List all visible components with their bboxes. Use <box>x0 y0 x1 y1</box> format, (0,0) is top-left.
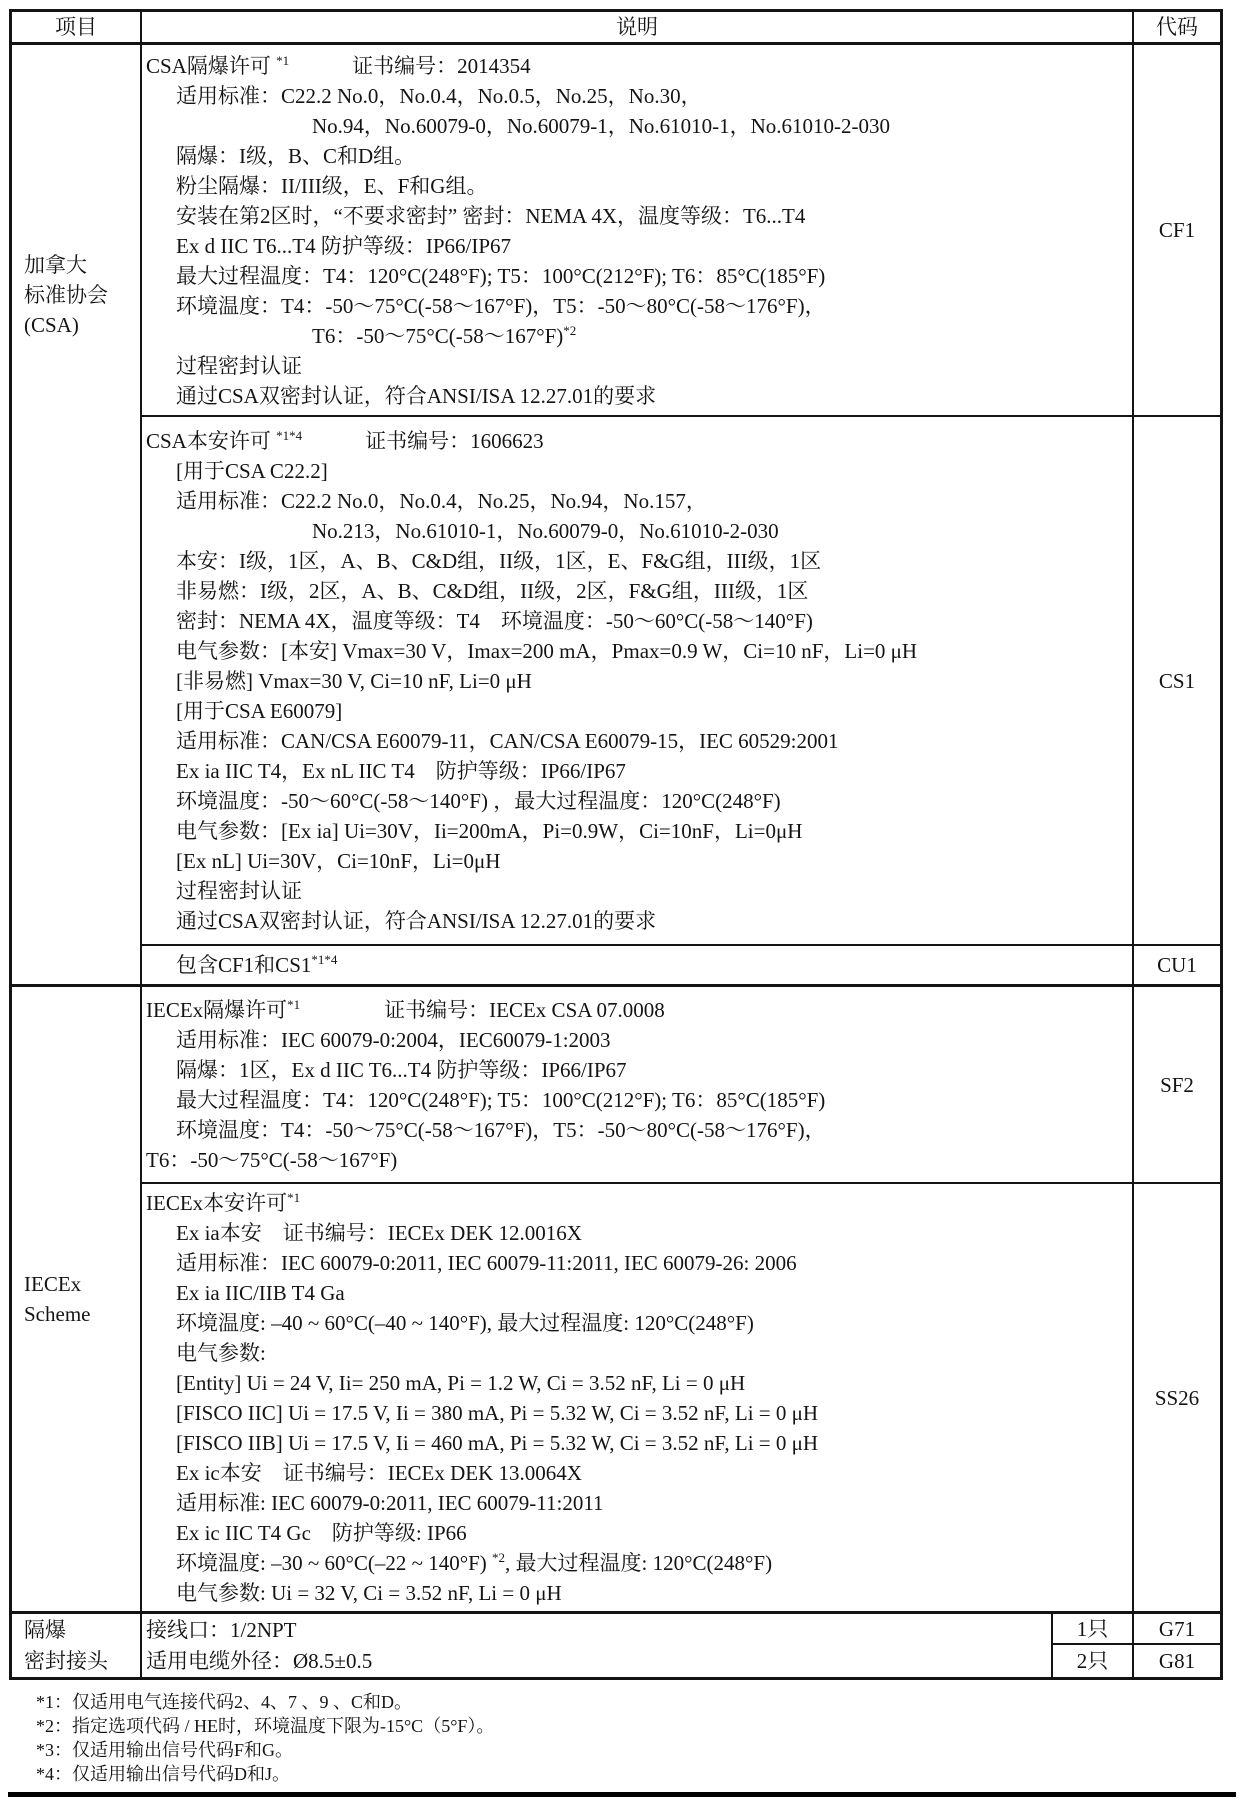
item-cell-iecex: IECEx Scheme <box>12 987 142 1614</box>
footnotes: *1：仅适用电气连接代码2、4、7 、9 、C和D。 *2：指定选项代码 / HE时，环境温度下限为-15°C（5°F）。 *3：仅适用输出信号代码F和G。 *4：仅适用输出信号代码D和J。 <box>36 1692 495 1784</box>
qty-cell-g71: 1只 <box>1053 1614 1134 1645</box>
certification-spec-table <box>9 9 1223 1680</box>
code-cell-cu1: CU1 <box>1134 946 1220 987</box>
code-cell-g71: G71 <box>1134 1614 1220 1645</box>
code-cell-g81: G81 <box>1158 1649 1196 1673</box>
header-item: 项目 <box>12 12 142 45</box>
desc-cell-cu1: 包含CF1和$CS1^{*1*4}$ <box>142 946 1134 987</box>
item-cell-seal-fitting: 隔爆 密封接头 <box>12 1614 142 1677</box>
desc-cell-ss26: IECEx本安许可$^{*1}$ Ex ia本安 证书编号：IECEx DEK 12.0016X 适用标准：IEC 60079-0:2011, IEC 60079-11:2011, IEC 60079-26: 2006 Ex ia IIC/IIB T4 Ga 环境温度: –40 ~ 60°C(–40 ~ 140°F), 最大过程温度: 120°C(248°F) 电气参数: [Entity] Ui = 24 V, Ii= 250 mA, Pi = 1.2 W, Ci = 3.52 nF, Li = 0 μH [FISCO IIC] Ui = 17.5 V, Ii = 380 mA, Pi = 5.32 W, Ci = 3.52 nF, Li = 0 μH [FISCO IIB] Ui = 17.5 V, Ii = 460 mA, Pi = 5.32 W, Ci = 3.52 nF, Li = 0 μH Ex ic本安 证书编号：IECEx DEK 13.0064X 适用标准: IEC 60079-0:2011, IEC 60079-11:2011 Ex ic IIC T4 Gc 防护等级: IP66 环境温度: –30 ~ 60°C(–22 ~ 140°F) $^{*2}$, 最大过程温度: 120°C(248°F) 电气参数: Ui = 32 V, Ci = 3.52 nF, Li = 0 μH <box>142 1184 1134 1614</box>
item-cell-csa: 加拿大 标准协会 (CSA) <box>12 45 142 987</box>
code-cell-cf1: CF1 <box>1134 45 1220 417</box>
header-code: 代码 <box>1134 12 1220 45</box>
desc-cell-sf2: IECEx隔爆许可$^{*1}$ 证书编号：IECEx CSA 07.0008 适用标准：IEC 60079-0:2004，IEC60079-1:2003 隔爆：1区，Ex d IIC T6...T4 防护等级：IP66/IP67 最大过程温度：T4：120°C(248°F); T5：100°C(212°F); T6：85°C(185°F) 环境温度：T4：-50～75°C(-58～167°F)，T5：-50～80°C(-58～176°F)， T6：-50～75°C(-58～167°F) <box>142 987 1134 1184</box>
desc-cell-seal-fitting: 接线口：1/2NPT 适用电缆外径：Ø8.5±0.5 <box>142 1614 1053 1677</box>
header-description: 说明 <box>142 12 1134 45</box>
qty-cell-g81: 2只 <box>1053 1645 1134 1677</box>
code-cell-cs1: CS1 <box>1134 417 1220 946</box>
code-cell-ss26: SS26 <box>1134 1184 1220 1614</box>
bottom-rule <box>8 1792 1236 1797</box>
desc-cell-cf1: CSA隔爆许可 $^{*1}$ 证书编号：2014354 适用标准：C22.2 No.0，No.0.4，No.0.5，No.25，No.30， No.94，No.60079-0，No.60079-1，No.61010-1，No.61010-2-030 隔爆：I级，B、C和D组。 粉尘隔爆：II/III级，E、F和G组。 安装在第2区时，“不要求密封” 密封：NEMA 4X，温度等级：T6...T4 Ex d IIC T6...T4 防护等级：IP66/IP67 最大过程温度：T4：120°C(248°F); T5：100°C(212°F); T6：85°C(185°F) 环境温度：T4：-50～75°C(-58～167°F)，T5：-50～80°C(-58～176°F)， T6：-50～75°C(-58～167°F)$^{*2}$ 过程密封认证 通过CSA双密封认证，符合ANSI/ISA 12.27.01的要求 <box>142 45 1134 417</box>
desc-cell-cs1: CSA本安许可 $^{*1*4}$ 证书编号：1606623 [用于CSA C22.2] 适用标准：C22.2 No.0，No.0.4，No.25，No.94，No.157， No.213，No.61010-1，No.60079-0，No.61010-2-030 本安：I级，1区，A、B、C&D组，II级，1区，E、F&G组，III级，1区 非易燃：I级，2区，A、B、C&D组，II级，2区，F&G组，III级，1区 密封：NEMA 4X，温度等级：T4 环境温度：-50～60°C(-58～140°F) 电气参数：[本安] Vmax=30 V，Imax=200 mA，Pmax=0.9 W，Ci=10 nF，Li=0 μH [非易燃] Vmax=30 V, Ci=10 nF, Li=0 μH [用于CSA E60079] 适用标准：CAN/CSA E60079-11，CAN/CSA E60079-15，IEC 60529:2001 Ex ia IIC T4，Ex nL IIC T4 防护等级：IP66/IP67 环境温度：-50～60°C(-58～140°F) ，最大过程温度：120°C(248°F) 电气参数：[Ex ia] Ui=30V，Ii=200mA，Pi=0.9W，Ci=10nF，Li=0μH [Ex nL] Ui=30V，Ci=10nF，Li=0μH 过程密封认证 通过CSA双密封认证，符合ANSI/ISA 12.27.01的要求 <box>142 417 1134 946</box>
code-cell-sf2: SF2 <box>1134 987 1220 1184</box>
